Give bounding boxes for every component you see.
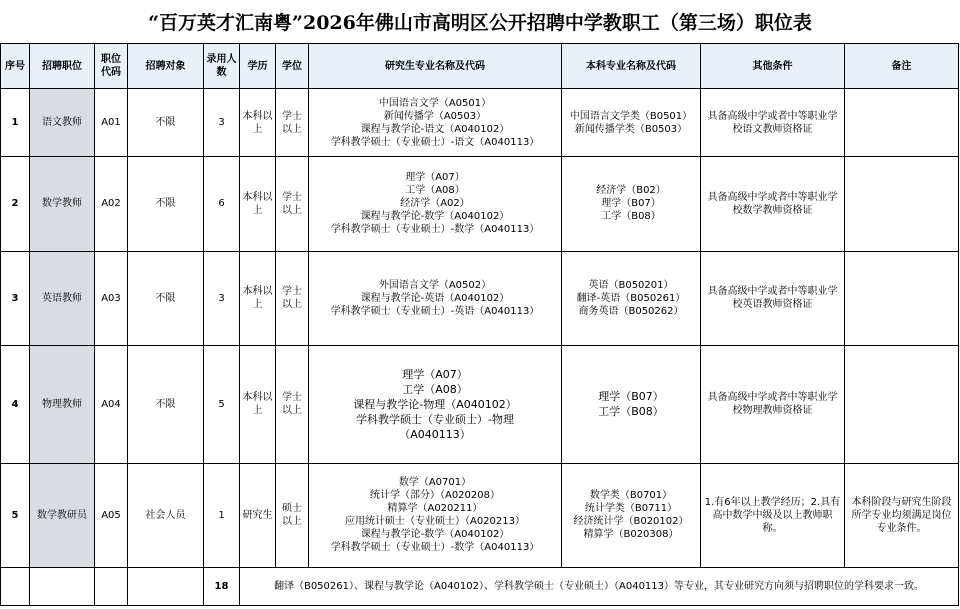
major-line: 经济学（A02） bbox=[400, 198, 470, 210]
major-line: 商务英语（B050262） bbox=[578, 305, 684, 317]
remark-cell bbox=[845, 89, 959, 157]
major-line: 英语（B050201） bbox=[588, 279, 674, 291]
position-cell: 物理教师 bbox=[30, 346, 95, 463]
degree-cell: 硕士以上 bbox=[276, 463, 309, 567]
education-cell: 本科以上 bbox=[240, 251, 276, 345]
code-cell: A01 bbox=[95, 89, 128, 157]
seq-cell: 2 bbox=[1, 157, 30, 251]
header-count: 录用人数 bbox=[204, 44, 240, 89]
major-line: 学科教学硕士（专业硕士）-英语（A040113） bbox=[330, 305, 540, 317]
header-remark: 备注 bbox=[845, 44, 959, 89]
position-cell: 数学教师 bbox=[30, 157, 95, 251]
major-line: 理学（B07） bbox=[601, 198, 661, 210]
major-line: 数学类（B0701） bbox=[589, 490, 673, 502]
code-cell: A02 bbox=[95, 157, 128, 251]
major-line: （A040113） bbox=[399, 427, 471, 441]
degree-cell: 学士以上 bbox=[276, 346, 309, 463]
major-line: 精算学（B020308） bbox=[583, 529, 679, 541]
code-cell: A04 bbox=[95, 346, 128, 463]
count-cell: 3 bbox=[204, 89, 240, 157]
count-cell: 6 bbox=[204, 157, 240, 251]
header-degree: 学位 bbox=[276, 44, 309, 89]
header-seq: 序号 bbox=[1, 44, 30, 89]
seq-cell: 5 bbox=[1, 463, 30, 567]
count-cell: 3 bbox=[204, 251, 240, 345]
major-line: 工学（B08） bbox=[601, 211, 661, 223]
major-line: 课程与教学论-数学（A040102） bbox=[360, 529, 510, 541]
undergrad-major-cell bbox=[562, 89, 701, 157]
target-cell: 社会人员 bbox=[128, 463, 204, 567]
footer-empty-2 bbox=[30, 568, 95, 606]
major-line: 统计学（部分）（A020208） bbox=[369, 490, 500, 502]
seq-cell: 3 bbox=[1, 251, 30, 345]
major-line: 工学（A08） bbox=[402, 382, 468, 396]
undergrad-major-cell bbox=[562, 251, 701, 345]
major-line: 新闻传播学（A0503） bbox=[383, 110, 487, 122]
degree-cell: 学士以上 bbox=[276, 251, 309, 345]
remark-cell: 本科阶段与研究生阶段所学专业均须满足岗位专业条件。 bbox=[845, 463, 959, 567]
major-line: 课程与教学论-数学（A040102） bbox=[360, 211, 510, 223]
degree-cell: 学士以上 bbox=[276, 89, 309, 157]
footer-row bbox=[1, 568, 959, 606]
grad-major-cell bbox=[309, 463, 562, 567]
education-cell: 本科以上 bbox=[240, 346, 276, 463]
target-cell: 不限 bbox=[128, 89, 204, 157]
undergrad-major-cell bbox=[562, 346, 701, 463]
major-line: 新闻传播学类（B0503） bbox=[574, 123, 688, 135]
major-line: 工学（B08） bbox=[598, 405, 664, 419]
table-row bbox=[1, 251, 959, 345]
other-condition-cell: 1.有6年以上教学经历；2.具有高中数学中级及以上教师职称。 bbox=[701, 463, 845, 567]
table-row bbox=[1, 157, 959, 251]
position-cell: 语文教师 bbox=[30, 89, 95, 157]
remark-cell bbox=[845, 157, 959, 251]
header-undergrad-major: 本科专业名称及代码 bbox=[562, 44, 701, 89]
major-line: 外国语言文学（A0502） bbox=[378, 279, 492, 291]
count-cell: 5 bbox=[204, 346, 240, 463]
education-cell: 本科以上 bbox=[240, 89, 276, 157]
education-cell: 研究生 bbox=[240, 463, 276, 567]
major-line: 理学（A07） bbox=[405, 172, 465, 184]
remark-cell bbox=[845, 251, 959, 345]
major-line: 课程与教学论-物理（A040102） bbox=[353, 397, 517, 411]
undergrad-major-cell bbox=[562, 157, 701, 251]
grad-major-cell bbox=[309, 251, 562, 345]
header-other: 其他条件 bbox=[701, 44, 845, 89]
target-cell: 不限 bbox=[128, 251, 204, 345]
page-title: “百万英才汇南粤”2026年佛山市高明区公开招聘中学教职工（第三场）职位表 bbox=[148, 11, 812, 34]
degree-cell: 学士以上 bbox=[276, 157, 309, 251]
grad-major-cell bbox=[309, 89, 562, 157]
position-cell: 英语教师 bbox=[30, 251, 95, 345]
count-cell: 1 bbox=[204, 463, 240, 567]
target-cell: 不限 bbox=[128, 157, 204, 251]
major-line: 学科教学硕士（专业硕士）-数学（A040113） bbox=[330, 542, 540, 554]
header-target: 招聘对象 bbox=[128, 44, 204, 89]
other-condition-cell: 具备高级中学或者中等职业学校英语教师资格证 bbox=[701, 251, 845, 345]
major-line: 经济学（B02） bbox=[596, 185, 666, 197]
major-line: 统计学类（B0711） bbox=[584, 503, 678, 515]
grad-major-cell bbox=[309, 157, 562, 251]
major-line: 学科教学硕士（专业硕士）-语文（A040113） bbox=[330, 136, 540, 148]
table-row bbox=[1, 346, 959, 463]
header-education: 学历 bbox=[240, 44, 276, 89]
header-code: 职位代码 bbox=[95, 44, 128, 89]
position-cell: 数学教研员 bbox=[30, 463, 95, 567]
major-line: 中国语言文学类（B0501） bbox=[569, 110, 693, 122]
table-row bbox=[1, 463, 959, 567]
major-line: 经济统计学（B020102） bbox=[573, 516, 689, 528]
major-line: 应用统计硕士（专业硕士）（A020213） bbox=[344, 516, 525, 528]
major-line: 课程与教学论-语文（A040102） bbox=[360, 123, 510, 135]
code-cell: A03 bbox=[95, 251, 128, 345]
major-line: 学科教学硕士（专业硕士）-物理 bbox=[356, 412, 514, 426]
remark-cell bbox=[845, 346, 959, 463]
other-condition-cell: 具备高级中学或者中等职业学校物理教师资格证 bbox=[701, 346, 845, 463]
major-line: 中国语言文学（A0501） bbox=[378, 97, 492, 109]
table-row bbox=[1, 89, 959, 157]
major-line: 工学（A08） bbox=[405, 185, 465, 197]
code-cell: A05 bbox=[95, 463, 128, 567]
major-line: 数学（A0701） bbox=[398, 477, 472, 489]
major-line: 精算学（A020211） bbox=[387, 503, 483, 515]
other-condition-cell: 具备高级中学或者中等职业学校数学教师资格证 bbox=[701, 157, 845, 251]
seq-cell: 1 bbox=[1, 89, 30, 157]
total-count: 18 bbox=[204, 568, 240, 606]
major-line: 理学（B07） bbox=[598, 390, 664, 404]
major-line: 学科教学硕士（专业硕士）-数学（A040113） bbox=[330, 224, 540, 236]
header-row bbox=[1, 44, 959, 89]
footer-empty-4 bbox=[128, 568, 204, 606]
major-line: 理学（A07） bbox=[402, 367, 468, 381]
major-line: 翻译-英语（B050261） bbox=[576, 292, 686, 304]
other-condition-cell: 具备高级中学或者中等职业学校语文教师资格证 bbox=[701, 89, 845, 157]
education-cell: 本科以上 bbox=[240, 157, 276, 251]
undergrad-major-cell bbox=[562, 463, 701, 567]
target-cell: 不限 bbox=[128, 346, 204, 463]
footer-empty-3 bbox=[95, 568, 128, 606]
major-line: 课程与教学论-英语（A040102） bbox=[360, 292, 510, 304]
position-table bbox=[0, 43, 959, 606]
seq-cell: 4 bbox=[1, 346, 30, 463]
header-position: 招聘职位 bbox=[30, 44, 95, 89]
footer-note: 翻译（B050261）、课程与教学论（A040102）、学科教学硕士（专业硕士）（A040113）等专业，其专业研究方向须与招聘职位的学科要求一致。 bbox=[240, 568, 959, 606]
grad-major-cell bbox=[309, 346, 562, 463]
header-grad-major: 研究生专业名称及代码 bbox=[309, 44, 562, 89]
footer-empty-1 bbox=[1, 568, 30, 606]
